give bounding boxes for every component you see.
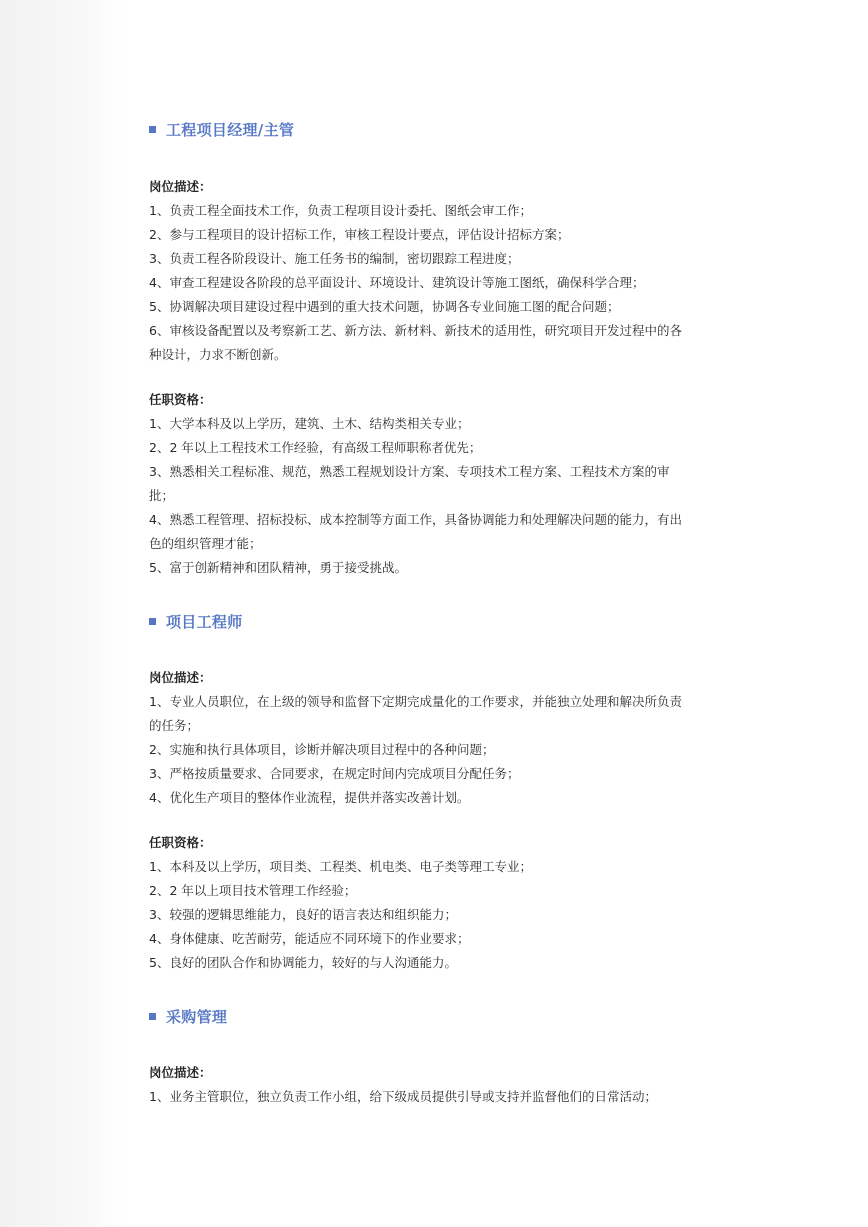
section-heading-3 [149, 1006, 227, 1027]
text-line: 4、优化生产项目的整体作业流程，提供并落实改善计划。 [149, 790, 470, 805]
text-line: 色的组织管理才能； [149, 536, 262, 551]
block-heading: 岗位描述： [149, 179, 212, 194]
section-title: 工程项目经理/主管 [166, 121, 295, 139]
text-line: 1、本科及以上学历，项目类、工程类、机电类、电子类等理工专业； [149, 859, 532, 874]
text-line: 2、参与工程项目的设计招标工作，审核工程设计要点，评估设计招标方案； [149, 227, 570, 242]
text-line: 种设计，力求不断创新。 [149, 347, 287, 362]
text-line: 1、大学本科及以上学历，建筑、土木、结构类相关专业； [149, 416, 470, 431]
page-margin-shade [0, 0, 124, 1227]
text-line: 4、熟悉工程管理、招标投标、成本控制等方面工作，具备协调能力和处理解决问题的能力，有出 [149, 512, 682, 527]
section-heading-2 [149, 611, 243, 632]
text-line: 3、熟悉相关工程标准、规范，熟悉工程规划设计方案、专项技术工程方案、工程技术方案的审 [149, 464, 670, 479]
text-line: 4、审查工程建设各阶段的总平面设计、环境设计、建筑设计等施工图纸，确保科学合理； [149, 275, 645, 290]
text-line: 3、较强的逻辑思维能力，良好的语言表达和组织能力； [149, 907, 457, 922]
block-heading: 任职资格： [149, 835, 212, 850]
text-line: 5、良好的团队合作和协调能力，较好的与人沟通能力。 [149, 955, 457, 970]
block-heading: 岗位描述： [149, 670, 212, 685]
square-bullet-icon [149, 1013, 156, 1020]
text-line: 1、业务主管职位，独立负责工作小组，给下级成员提供引导或支持并监督他们的日常活动； [149, 1089, 657, 1104]
section-heading-1 [149, 119, 294, 140]
text-line: 批； [149, 488, 175, 503]
block-heading: 任职资格： [149, 392, 212, 407]
text-line: 2、实施和执行具体项目，诊断并解决项目过程中的各种问题； [149, 742, 495, 757]
text-line: 的任务； [149, 718, 200, 733]
text-line: 1、专业人员职位，在上级的领导和监督下定期完成量化的工作要求，并能独立处理和解决所负责 [149, 694, 682, 709]
text-line: 6、审核设备配置以及考察新工艺、新方法、新材料、新技术的适用性，研究项目开发过程中的各 [149, 323, 682, 338]
square-bullet-icon [149, 126, 156, 133]
text-line: 1、负责工程全面技术工作，负责工程项目设计委托、图纸会审工作； [149, 203, 532, 218]
block-heading: 岗位描述： [149, 1065, 212, 1080]
section-title: 采购管理 [166, 1008, 228, 1026]
text-line: 2、2 年以上工程技术工作经验，有高级工程师职称者优先； [149, 440, 482, 455]
square-bullet-icon [149, 618, 156, 625]
text-line: 3、严格按质量要求、合同要求，在规定时间内完成项目分配任务； [149, 766, 520, 781]
text-line: 4、身体健康、吃苦耐劳，能适应不同环境下的作业要求； [149, 931, 470, 946]
text-line: 2、2 年以上项目技术管理工作经验； [149, 883, 357, 898]
text-line: 5、富于创新精神和团队精神，勇于接受挑战。 [149, 560, 407, 575]
text-line: 5、协调解决项目建设过程中遇到的重大技术问题，协调各专业间施工图的配合问题； [149, 299, 620, 314]
section-title: 项目工程师 [166, 613, 243, 631]
text-line: 3、负责工程各阶段设计、施工任务书的编制，密切跟踪工程进度； [149, 251, 520, 266]
